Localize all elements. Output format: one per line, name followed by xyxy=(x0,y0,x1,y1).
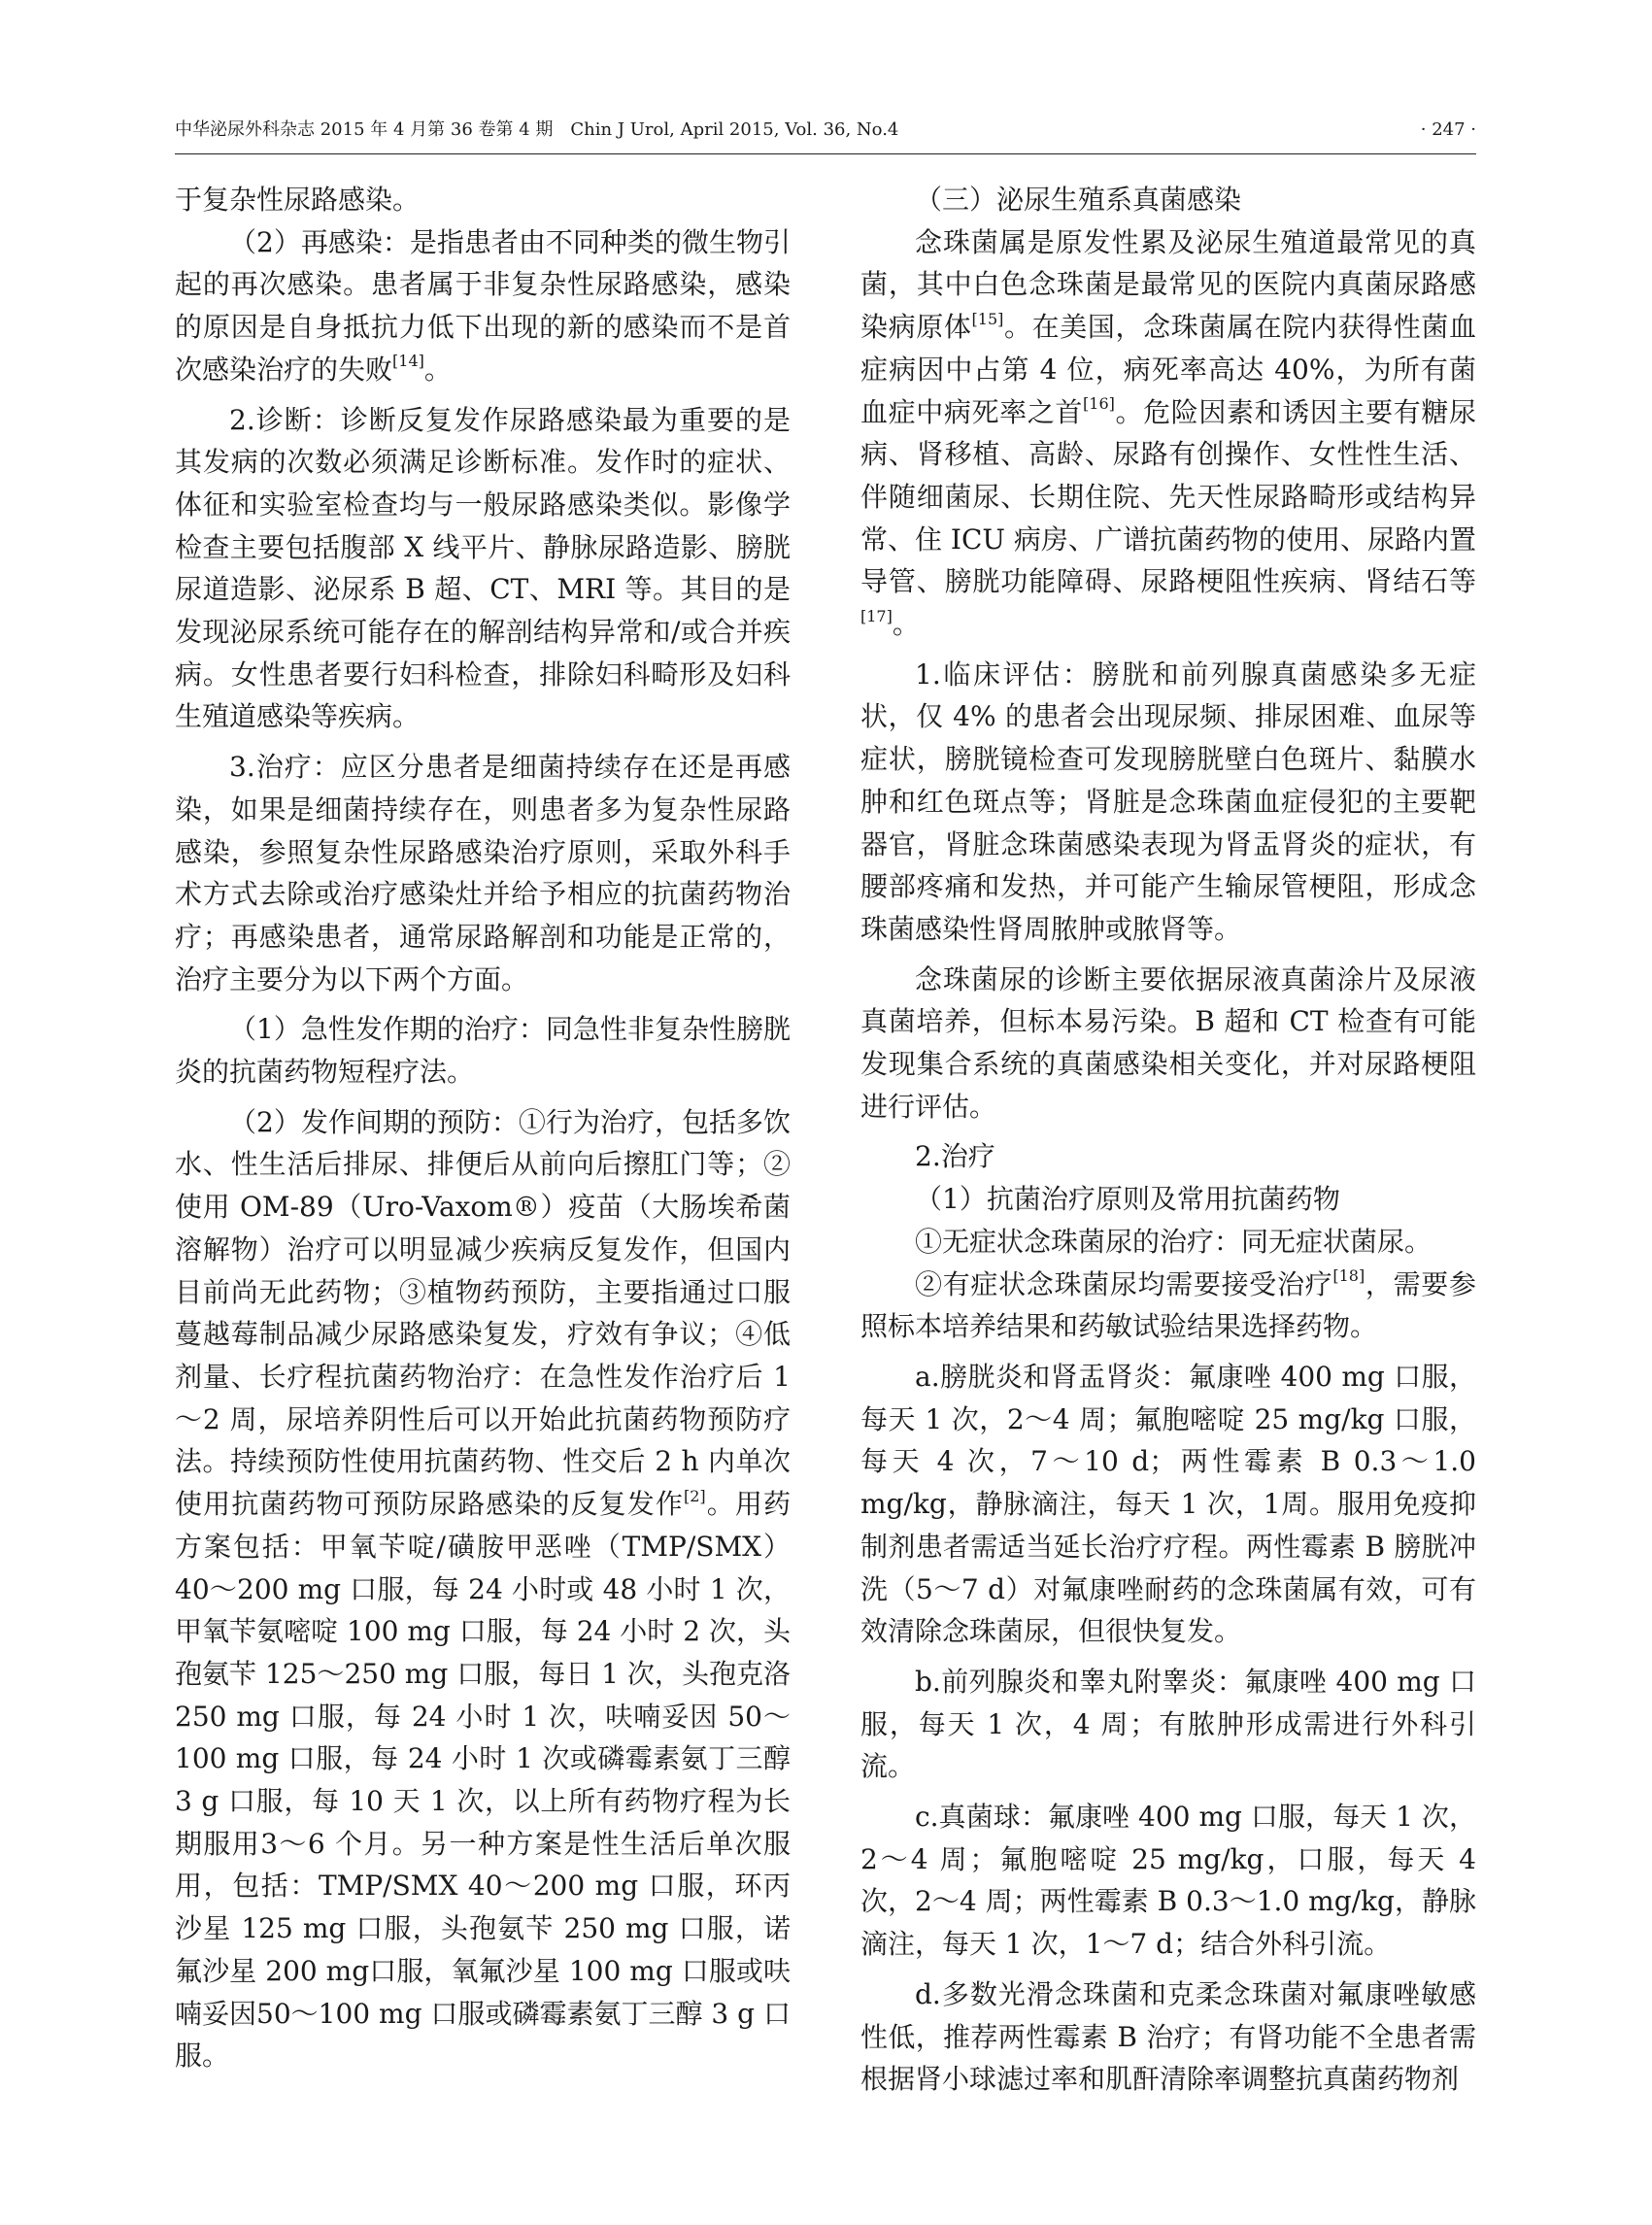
running-header xyxy=(175,118,1476,142)
paragraph-text: （2）发作间期的预防：①行为治疗，包括多饮水、性生活后排尿、排便后从前向后擦肛门等；②使用 OM-89（Uro-Vaxom®）疫苗（大肠埃希菌溶解物）治疗可以明显减少疾病反复发作，但国内目前尚无此药物；③植物药预防，主要指通过口服蔓越莓制品减少尿路感染复发，疗效有争议；④低剂量、长疗程抗菌药物治疗：在急性发作治疗后 1～2 周，尿培养阴性后可以开始此抗菌药物预防疗法。持续预防性使用抗菌药物、性交后 2 h 内单次使用抗菌药物可预防尿路感染的反复发作 xyxy=(175,1105,791,1521)
paragraph xyxy=(860,1264,1476,1348)
reference-mark: [18] xyxy=(1332,1266,1365,1286)
reference-mark: [15] xyxy=(971,309,1004,328)
paragraph-text: 。在美国，念珠菌属在院内获得性菌血症病因中占第 4 位，病死率高达 40%，为所有菌血症中病死率之首 xyxy=(860,311,1476,428)
header-rule xyxy=(175,153,1476,154)
subheading: （1）抗菌治疗原则及常用抗菌药物 xyxy=(915,1183,1340,1216)
reference-mark: [14] xyxy=(392,352,424,371)
paragraph-text: ②有症状念珠菌尿均需要接受治疗 xyxy=(915,1267,1333,1300)
paragraph xyxy=(175,1101,791,2077)
paragraph: （2）再感染：是指患者由不同种类的微生物引起的再次感染。患者属于非复杂性尿路感染，感染的原因是自身抵抗力低下出现的新的感染而不是首次感染治疗的失败[14]。 xyxy=(175,225,791,386)
paragraph-text: 。危险因素和诱因主要有糖尿病、肾移植、高龄、尿路有创操作、女性性生活、伴随细菌尿、长期住院、先天性尿路畸形或结构异常、住 ICU 病房、广谱抗菌药物的使用、尿路内置导管、膀胱功能障碍、尿路梗阻性疾病、肾结石等 xyxy=(860,395,1476,598)
reference-mark: [17] xyxy=(860,606,893,625)
left-column xyxy=(175,179,791,2077)
paragraph: 3.治疗：应区分患者是细菌持续存在还是再感染，如果是细菌持续存在，则患者多为复杂性尿路感染，参照复杂性尿路感染治疗原则，采取外科手术方式去除或治疗感染灶并给予相应的抗菌药物治疗；再感染患者，通常尿路解剖和功能是正常的，治疗主要分为以下两个方面。 xyxy=(175,751,791,995)
paragraph: 念珠菌属是原发性累及泌尿生殖道最常见的真菌，其中白色念珠菌是最常见的医院内真菌尿路感染病原体[15]。在美国，念珠菌属在院内获得性菌血症病因中占第 4 位，病死率高达 40%，为所有菌血症中病死率之首[16]。危险因素和诱因主要有糖尿病、肾移植、高龄、尿路有创操作、女性性生活、伴随细菌尿、长期住院、先天性尿路畸形或结构异常、住 ICU 病房、广谱抗菌药物的使用、尿路内置导管、膀胱功能障碍、尿路梗阻性疾病、肾结石等[17]。 xyxy=(860,225,1476,641)
reference-mark: [16] xyxy=(1083,394,1115,414)
reference-mark: [2] xyxy=(683,1486,706,1505)
paragraph: ①无症状念珠菌尿的治疗：同无症状菌尿。 xyxy=(915,1225,1433,1258)
paragraph-text: （2）再感染：是指患者由不同种类的微生物引起的再次感染。患者属于非复杂性尿路感染，感染的原因是自身抵抗力低下出现的新的感染而不是首次感染治疗的失败 xyxy=(175,225,791,386)
page-number: · 247 · xyxy=(1420,119,1476,140)
paragraph: 1.临床评估：膀胱和前列腺真菌感染多无症状，仅 4% 的患者会出现尿频、排尿困难、血尿等症状，膀胱镜检查可发现膀胱壁白色斑片、黏膜水肿和红色斑点等；肾脏是念珠菌血症侵犯的主要靶器官，肾脏念珠菌感染表现为肾盂肾炎的症状，有腰部疼痛和发热，并可能产生输尿管梗阻，形成念珠菌感染性肾周脓肿或脓肾等。 xyxy=(860,657,1476,945)
paragraph: 念珠菌尿的诊断主要依据尿液真菌涂片及尿液真菌培养，但标本易污染。B 超和 CT 检查有可能发现集合系统的真菌感染相关变化，并对尿路梗阻进行评估。 xyxy=(860,962,1476,1123)
paragraph-text: 。用药方案包括：甲氧苄啶/磺胺甲恶唑（TMP/SMX）40～200 mg 口服，每 24 小时或 48 小时 1 次，甲氧苄氨嘧啶 100 mg 口服，每 24 小时 2 次，头孢氨苄 125～250 mg 口服，每日 1 次，头孢克洛 250 mg 口服，每 24 小时 1 次，呋喃妥因 50～100 mg 口服，每 24 小时 1 次或磷霉素氨丁三醇 3 g 口服，每 10 天 1 次，以上所有药物疗程为长期服用3～6 个月。另一种方案是性生活后单次服用，包括：TMP/SMX 40～200 mg 口服，环丙沙星 125 mg 口服，头孢氨苄 250 mg 口服，诺氟沙星 200 mg口服，氧氟沙星 100 mg 口服或呋喃妥因50～100 mg 口服或磷霉素氨丁三醇 3 g 口服。 xyxy=(175,1488,791,2073)
paragraph: c.真菌球：氟康唑 400 mg 口服，每天 1 次，2～4 周；氟胞嘧啶 25 mg/kg，口服，每天 4 次，2～4 周；两性霉素 B 0.3～1.0 mg/kg，静脉滴注，每天 1 次，1～7 d；结合外科引流。 xyxy=(860,1801,1476,1961)
section-heading: （三）泌尿生殖系真菌感染 xyxy=(915,184,1242,216)
paragraph: 2.诊断：诊断反复发作尿路感染最为重要的是其发病的次数必须满足诊断标准。发作时的症状、体征和实验室检查均与一般尿路感染类似。影像学检查主要包括腹部 X 线平片、静脉尿路造影、膀胱尿道造影、泌尿系 B 超、CT、MRI 等。其目的是发现泌尿系统可能存在的解剖结构异常和/或合并疾病。女性患者要行妇科检查，排除妇科畸形及妇科生殖道感染等疾病。 xyxy=(175,403,791,733)
paragraph: （1）急性发作期的治疗：同急性非复杂性膀胱炎的抗菌药物短程疗法。 xyxy=(175,1013,791,1089)
paragraph: d.多数光滑念珠菌和克柔念珠菌对氟康唑敏感性低，推荐两性霉素 B 治疗；有肾功能不全患者需根据肾小球滤过率和肌酐清除率调整抗真菌药物剂 xyxy=(860,1977,1476,2096)
subheading: 2.治疗 xyxy=(915,1140,995,1173)
paragraph: b.前列腺炎和睾丸附睾炎：氟康唑 400 mg 口服，每天 1 次，4 周；有脓肿形成需进行外科引流。 xyxy=(860,1665,1476,1783)
paragraph: 于复杂性尿路感染。 xyxy=(175,184,421,216)
right-column xyxy=(860,179,1476,2101)
paragraph: a.膀胱炎和肾盂肾炎：氟康唑 400 mg 口服，每天 1 次，2～4 周；氟胞嘧啶 25 mg/kg 口服，每天 4 次，7～10 d；两性霉素 B 0.3～1.0 mg/kg，静脉滴注，每天 1 次，1周。服用免疫抑制剂患者需适当延长治疗疗程。两性霉素 B 膀胱冲洗（5～7 d）对氟康唑耐药的念珠菌属有效，可有效清除念珠菌尿，但很快复发。 xyxy=(860,1360,1476,1648)
paragraph-text: ，需要参照标本培养结果和药敏试验结果选择药物。 xyxy=(860,1267,1476,1343)
journal-citation: 中华泌尿外科杂志 2015 年 4 月第 36 卷第 4 期 Chin J Urol, April 2015, Vol. 36, No.4 xyxy=(175,119,899,140)
paragraph-text: 念珠菌属是原发性累及泌尿生殖道最常见的真菌，其中白色念珠菌是最常见的医院内真菌尿路感染病原体 xyxy=(860,225,1476,344)
